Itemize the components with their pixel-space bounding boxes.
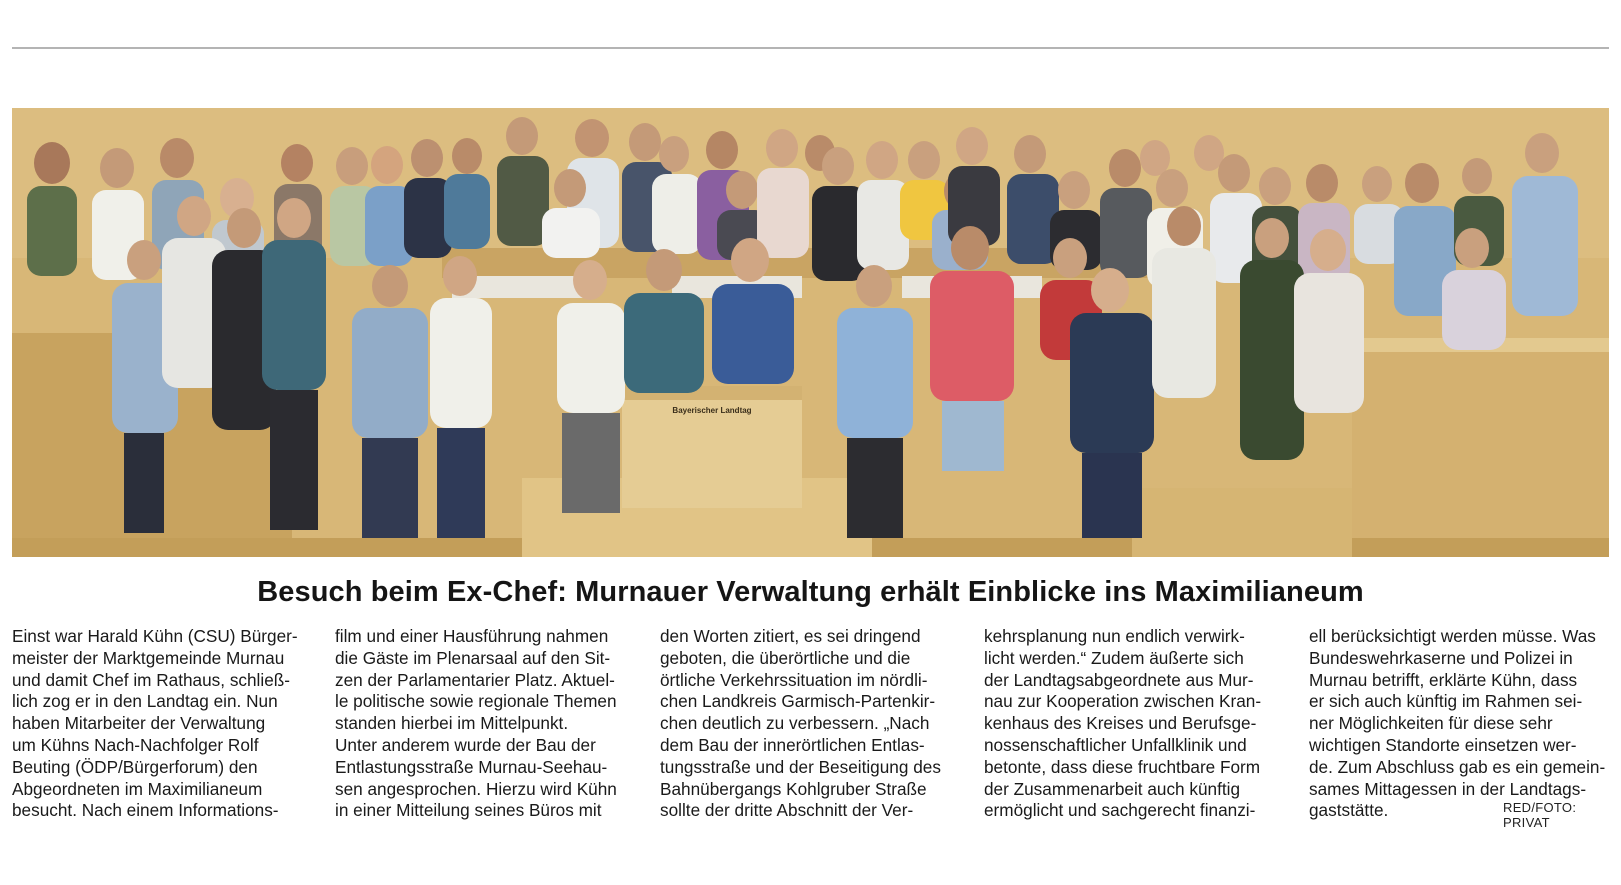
text-line: de. Zum Abschluss gab es ein gemein- xyxy=(1309,756,1606,777)
text-line: ell berücksichtigt werden müsse. Was xyxy=(1309,626,1596,646)
text-line: le politische sowie regionale Themen xyxy=(335,691,617,712)
text-line: den Worten zitiert, es sei dringend xyxy=(660,626,921,646)
text-line: der Landtagsabgeordnete aus Mur- xyxy=(984,669,1254,690)
text-line: sames Mittagessen in der Landtags- xyxy=(1309,778,1587,799)
text-line: haben Mitarbeiter der Verwaltung xyxy=(12,713,266,734)
text-line: meister der Marktgemeinde Murnau xyxy=(12,647,285,668)
text-line: die Gäste im Plenarsaal auf den Sit- xyxy=(335,647,611,668)
article-body xyxy=(12,626,1609,836)
text-line: licht werden.“ Zudem äußerte sich xyxy=(984,647,1244,668)
text-line: tungsstraße und der Beseitigung des xyxy=(660,756,941,777)
article-column-2 xyxy=(335,626,629,822)
article-column-3 xyxy=(660,626,954,822)
text-line: ner Möglichkeiten für diese sehr xyxy=(1309,713,1553,734)
text-line: wichtigen Standorte einsetzen wer- xyxy=(1309,734,1577,755)
text-line: film und einer Hausführung nahmen xyxy=(335,626,609,646)
text-line: ermöglicht und sachgerecht finanzi- xyxy=(984,800,1256,821)
group-photo xyxy=(12,108,1609,557)
text-line: chen deutlich zu verbessern. „Nach xyxy=(660,713,930,734)
text-line: der Zusammenarbeit auch künftig xyxy=(984,778,1241,799)
text-line: Bahnübergangs Kohlgruber Straße xyxy=(660,778,927,799)
text-line: um Kühns Nach-Nachfolger Rolf xyxy=(12,734,259,755)
text-line: Einst war Harald Kühn (CSU) Bürger- xyxy=(12,626,298,646)
text-line: besucht. Nach einem Informations- xyxy=(12,800,279,821)
text-line: und damit Chef im Rathaus, schließ- xyxy=(12,669,290,690)
text-line: örtliche Verkehrssituation im nördli- xyxy=(660,669,928,690)
text-line: lich zog er in den Landtag ein. Nun xyxy=(12,691,278,712)
article-column-1 xyxy=(12,626,306,822)
text-line: kehrsplanung nun endlich verwirk- xyxy=(984,626,1245,646)
text-line: Murnau betrifft, erklärte Kühn, dass xyxy=(1309,669,1578,690)
text-line: in einer Mitteilung seines Büros mit xyxy=(335,800,602,821)
text-line: betonte, dass diese fruchtbare Form xyxy=(984,756,1261,777)
text-line: chen Landkreis Garmisch-Partenkir- xyxy=(660,691,936,712)
headline: Besuch beim Ex-Chef: Murnauer Verwaltung erhält Einblicke ins Maximilianeum xyxy=(257,576,1364,608)
text-line: standen hierbei im Mittelpunkt. xyxy=(335,713,569,734)
text-line: sen angesprochen. Hierzu wird Kühn xyxy=(335,778,617,799)
text-line: Abgeordneten im Maximilianeum xyxy=(12,778,263,799)
text-line: nossenschaftlicher Unfallklinik und xyxy=(984,734,1247,755)
text-line: kenhaus des Kreises und Berufsge- xyxy=(984,713,1257,734)
text-line: Bundeswehrkaserne und Polizei in xyxy=(1309,647,1573,668)
text-line: er sich auch künftig im Rahmen sei- xyxy=(1309,691,1583,712)
text-line: geboten, die überörtliche und die xyxy=(660,647,911,668)
article-column-4 xyxy=(984,626,1278,822)
text-line: sollte der dritte Abschnitt der Ver- xyxy=(660,800,914,821)
text-line: dem Bau der innerörtlichen Entlas- xyxy=(660,734,925,755)
podium-label: Bayerischer Landtag xyxy=(672,406,752,415)
top-rule xyxy=(12,47,1609,49)
text-line: zen der Parlamentarier Platz. Aktuel- xyxy=(335,669,615,690)
text-line: nau zur Kooperation zwischen Kran- xyxy=(984,691,1262,712)
text-line: gaststätte. xyxy=(1309,800,1389,821)
photo-credit: RED/FOTO: PRIVAT xyxy=(1503,800,1577,830)
article-column-5 xyxy=(1309,626,1609,822)
text-line: Beuting (ÖDP/Bürgerforum) den xyxy=(12,756,258,777)
text-line: Entlastungsstraße Murnau-Seehau- xyxy=(335,756,608,777)
text-line: Unter anderem wurde der Bau der xyxy=(335,734,596,755)
